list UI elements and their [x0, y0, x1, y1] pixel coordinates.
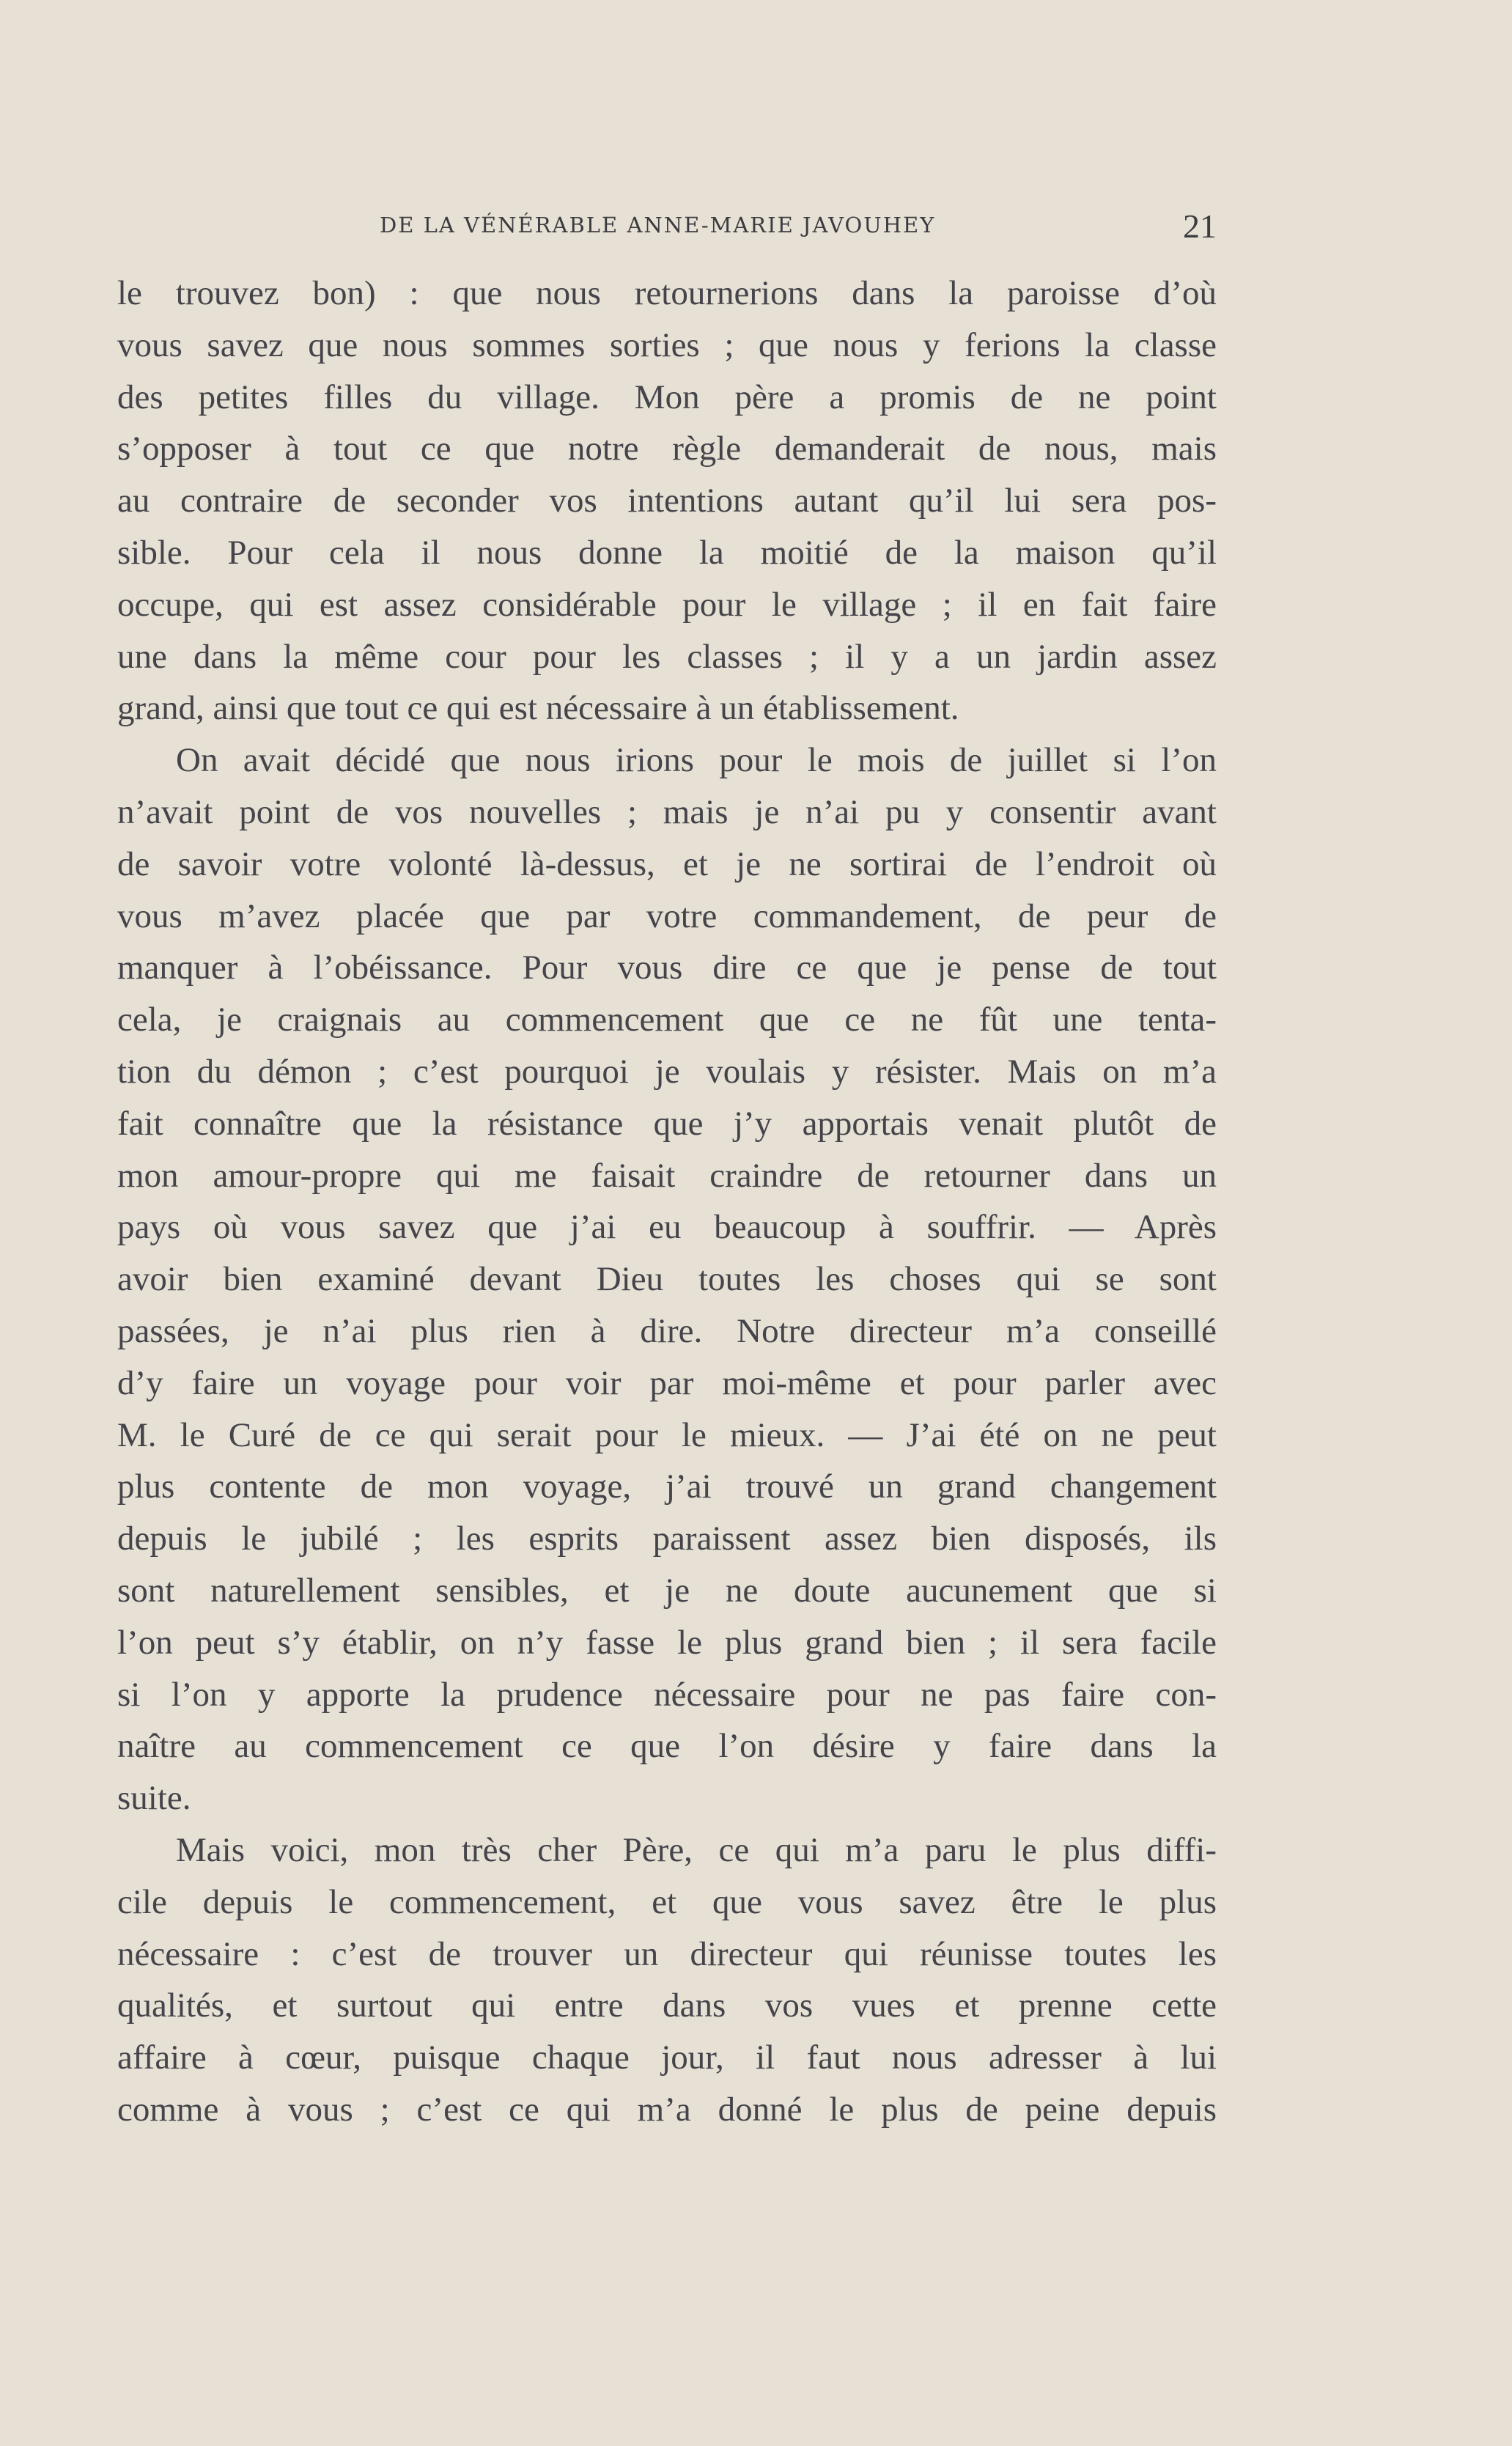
text-line: sible. Pour cela il nous donne la moitié de la maison qu’il — [117, 533, 1217, 572]
text-line: comme à vous ; c’est ce qui m’a donné le plus de peine depuis — [117, 2090, 1217, 2129]
text-line: On avait décidé que nous irions pour le mois de juillet si l’on — [176, 741, 1217, 780]
text-line: passées, je n’ai plus rien à dire. Notre directeur m’a conseillé — [117, 1311, 1217, 1350]
text-line: plus contente de mon voyage, j’ai trouvé un grand changement — [117, 1467, 1217, 1506]
text-line: occupe, qui est assez considérable pour le village ; il en fait faire — [117, 585, 1217, 624]
text-line: suite. — [117, 1779, 191, 1818]
text-line: fait connaître que la résistance que j’y apportais venait plutôt de — [117, 1104, 1217, 1143]
text-line: cile depuis le commencement, et que vous savez être le plus — [117, 1882, 1217, 1921]
text-line: d’y faire un voyage pour voir par moi-même et pour parler avec — [117, 1363, 1217, 1402]
text-line: le trouvez bon) : que nous retournerions dans la paroisse d’où — [117, 274, 1217, 312]
text-line: mon amour-propre qui me faisait craindre de retourner dans un — [117, 1156, 1217, 1195]
text-line: vous m’avez placée que par votre commandement, de peur de — [117, 896, 1217, 935]
text-line: pays où vous savez que j’ai eu beaucoup à souffrir. — Après — [117, 1208, 1217, 1247]
text-line: manquer à l’obéissance. Pour vous dire ce que je pense de tout — [117, 948, 1217, 987]
text-line: au contraire de seconder vos intentions autant qu’il lui sera pos- — [117, 482, 1217, 520]
text-line: cela, je craignais au commencement que ce ne fût une tenta- — [117, 1001, 1217, 1039]
text-line: Mais voici, mon très cher Père, ce qui m’a paru le plus diffi- — [176, 1830, 1217, 1869]
text-line: depuis le jubilé ; les esprits paraissent assez bien disposés, ils — [117, 1519, 1217, 1558]
page-number: 21 — [1183, 207, 1217, 245]
text-line: avoir bien examiné devant Dieu toutes les choses qui se sont — [117, 1260, 1217, 1299]
text-line: si l’on y apporte la prudence nécessaire pour ne pas faire con- — [117, 1675, 1217, 1714]
running-title: DE LA VÉNÉRABLE ANNE-MARIE JAVOUHEY — [380, 213, 936, 237]
page-header — [117, 207, 1217, 251]
text-line: une dans la même cour pour les classes ; il y a un jardin assez — [117, 637, 1217, 676]
text-line: affaire à cœur, puisque chaque jour, il faut nous adresser à lui — [117, 2038, 1217, 2077]
text-line: naître au commencement ce que l’on désire y faire dans la — [117, 1727, 1217, 1766]
text-line: nécessaire : c’est de trouver un directeur qui réunisse toutes les — [117, 1934, 1217, 1973]
text-line: sont naturellement sensibles, et je ne doute aucunement que si — [117, 1571, 1217, 1610]
text-line: n’avait point de vos nouvelles ; mais je n’ai pu y consentir avant — [117, 792, 1217, 831]
text-line: des petites filles du village. Mon père a promis de ne point — [117, 377, 1217, 416]
body-text — [117, 268, 1217, 2136]
text-line: tion du démon ; c’est pourquoi je voulais y résister. Mais on m’a — [117, 1052, 1217, 1091]
text-line: s’opposer à tout ce que notre règle demanderait de nous, mais — [117, 430, 1217, 468]
text-line: l’on peut s’y établir, on n’y fasse le plus grand bien ; il sera facile — [117, 1623, 1217, 1662]
text-line: de savoir votre volonté là-dessus, et je ne sortirai de l’endroit où — [117, 844, 1217, 883]
text-line: vous savez que nous sommes sorties ; que nous y ferions la classe — [117, 325, 1217, 364]
text-line: qualités, et surtout qui entre dans vos vues et prenne cette — [117, 1986, 1217, 2025]
text-line: grand, ainsi que tout ce qui est nécessaire à un établissement. — [117, 689, 959, 728]
text-line: M. le Curé de ce qui serait pour le mieux. — J’ai été on ne peut — [117, 1415, 1217, 1454]
